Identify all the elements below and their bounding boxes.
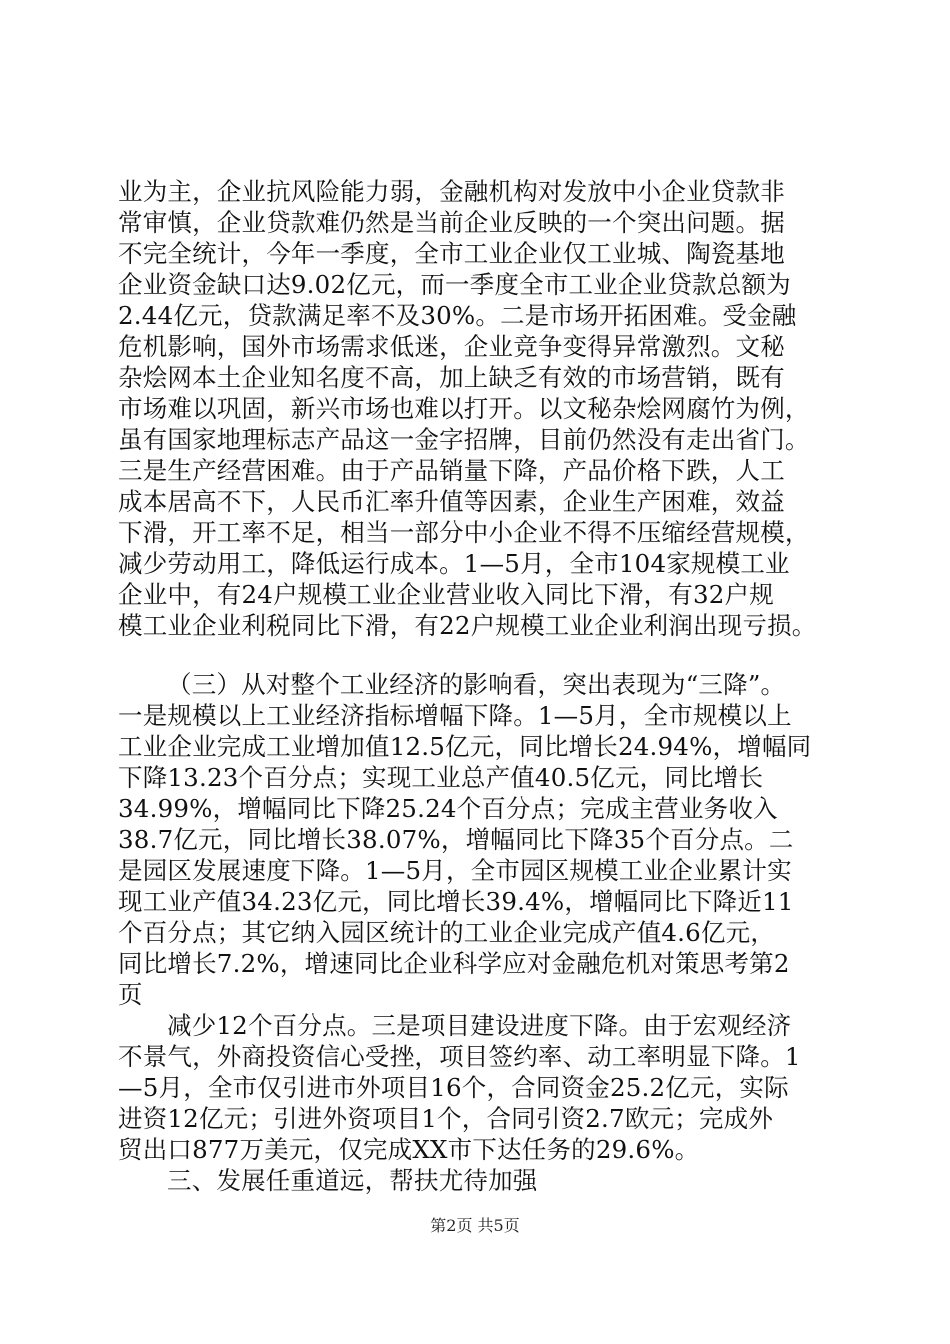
text-line: 贸出口877万美元，仅完成XX市下达任务的29.6%。 [118,1135,700,1164]
text-line: 三是生产经营困难。由于产品销量下降，产品价格下跌，人工 [118,456,785,485]
text-line: 减少劳动用工，降低运行成本。1—5月，全市104家规模工业 [118,549,790,578]
text-line: 工业企业完成工业增加值12.5亿元，同比增长24.94%，增幅同 [118,732,812,761]
text-line: 2.44亿元，贷款满足率不及30%。二是市场开拓困难。受金融 [118,301,797,330]
text-line: —5月，全市仅引进市外项目16个，合同资金25.2亿元，实际 [118,1073,789,1102]
text-line: 同比增长7.2%，增速同比企业科学应对金融危机对策思考第2 [118,949,790,978]
text-line: 市场难以巩固，新兴市场也难以打开。以文秘杂烩网腐竹为例， [118,394,810,423]
text-line: 个百分点；其它纳入园区统计的工业企业完成产值4.6亿元， [118,918,776,947]
text-line: 常审慎，企业贷款难仍然是当前企业反映的一个突出问题。据 [118,208,785,237]
text-line: 杂烩网本土企业知名度不高，加上缺乏有效的市场营销，既有 [118,363,785,392]
text-line: 下滑，开工率不足，相当一部分中小企业不得不压缩经营规模， [118,518,810,547]
text-line: 企业中，有24户规模工业企业营业收入同比下滑，有32户规 [118,580,774,609]
text-line: 企业资金缺口达9.02亿元，而一季度全市工业企业贷款总额为 [118,270,791,299]
text-line: 模工业企业利税同比下滑，有22户规模工业企业利润出现亏损。 [118,611,817,640]
text-line: 业为主，企业抗风险能力弱，金融机构对发放中小企业贷款非 [118,177,785,206]
text-line: 一是规模以上工业经济指标增幅下降。1—5月，全市规模以上 [118,701,792,730]
text-line: 38.7亿元，同比增长38.07%，增幅同比下降35个百分点。二 [118,825,794,854]
page-footer: 第2页 共5页 [430,1216,520,1235]
text-line: 不景气，外商投资信心受挫，项目签约率、动工率明显下降。1 [118,1042,801,1071]
text-line: 现工业产值34.23亿元，同比增长39.4%，增幅同比下降近11 [118,887,794,916]
text-line: 下降13.23个百分点；实现工业总产值40.5亿元，同比增长 [118,763,764,792]
section-heading: （三）从对整个工业经济的影响看，突出表现为“三降”。 [167,670,786,699]
text-line: 34.99%，增幅同比下降25.24个百分点；完成主营业务收入 [118,794,778,823]
text-line: 危机影响，国外市场需求低迷，企业竞争变得异常激烈。文秘 [118,332,785,361]
section-heading: 三、发展任重道远，帮扶尤待加强 [167,1166,538,1195]
text-line: 页 [118,980,143,1009]
text-line: 减少12个百分点。三是项目建设进度下降。由于宏观经济 [167,1011,792,1040]
text-line: 虽有国家地理标志产品这一金字招牌，目前仍然没有走出省门。 [118,425,810,454]
text-line: 是园区发展速度下降。1—5月，全市园区规模工业企业累计实 [118,856,792,885]
text-line: 成本居高不下，人民币汇率升值等因素，企业生产困难，效益 [118,487,785,516]
text-line: 进资12亿元；引进外资项目1个，合同引资2.7欧元；完成外 [118,1104,774,1133]
text-line: 不完全统计，今年一季度，全市工业企业仅工业城、陶瓷基地 [118,239,785,268]
